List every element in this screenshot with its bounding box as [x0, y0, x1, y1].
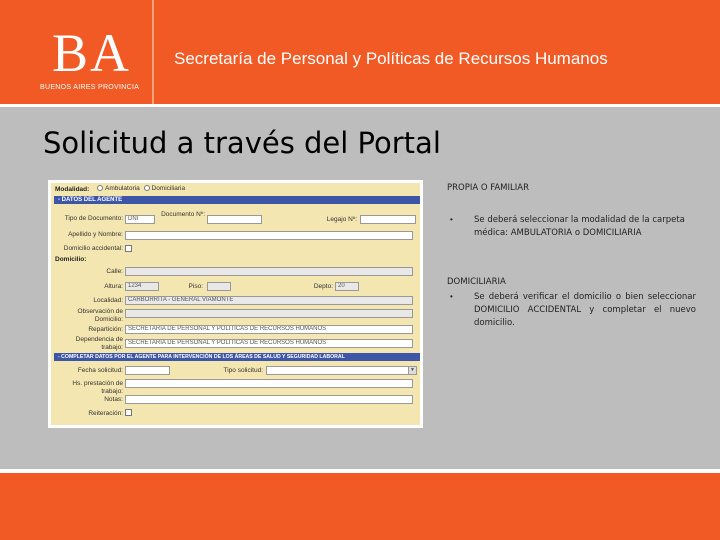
note-heading-propia: PROPIA O FAMILIAR	[447, 183, 529, 193]
reiteracion-checkbox[interactable]	[125, 409, 132, 416]
reiteracion-label: Reiteración:	[88, 410, 123, 417]
fecha-label: Fecha solicitud:	[77, 367, 123, 374]
piso-label: Piso:	[188, 283, 203, 290]
domicilio-acc-checkbox[interactable]	[125, 245, 132, 252]
bullet-dot: •	[450, 292, 453, 301]
altura-label: Altura:	[104, 283, 123, 290]
note-heading-domiciliaria: DOMICILIARIA	[447, 277, 506, 287]
dependencia-label: Dependencia de trabajo:	[75, 336, 123, 351]
altura-field[interactable]: 1234	[125, 282, 159, 291]
fecha-field[interactable]	[125, 366, 170, 375]
logo-subtitle: BUENOS AIRES PROVINCIA	[40, 84, 140, 91]
section-datos-agente[interactable]: - DATOS DEL AGENTE	[54, 196, 420, 204]
tipo-sol-select[interactable]	[266, 366, 417, 375]
apellido-field[interactable]	[125, 231, 413, 240]
section-completar-datos[interactable]: - COMPLETAR DATOS POR EL AGENTE PARA INTERVENCIÓN DE LOS ÁREAS DE SALUD Y SEGURIDAD LABORAL	[54, 353, 420, 361]
doc-nro-field[interactable]	[207, 215, 262, 224]
doc-nro-label: Documento Nº:	[161, 211, 205, 218]
calle-field[interactable]	[125, 267, 413, 276]
piso-field[interactable]	[207, 282, 231, 291]
tipo-doc-label: Tipo de Documento:	[64, 215, 123, 222]
header-separator	[152, 0, 154, 104]
modalidad-label: Modalidad:	[55, 186, 90, 193]
depto-label: Depto:	[313, 283, 333, 290]
radio-domiciliaria[interactable]	[144, 185, 150, 191]
dependencia-field[interactable]: SECRETARIA DE PERSONAL Y POLITICAS DE RECURSOS HUMANOS	[125, 339, 413, 348]
reparticion-label: Repartición:	[88, 326, 123, 333]
hs-label: Hs. prestación de trabajo:	[72, 380, 123, 395]
note-bullet-1: Se deberá seleccionar la modalidad de la carpeta médica: AMBULATORIA o DOMICILIARIA	[474, 215, 685, 238]
slide-title: Solicitud a través del Portal	[43, 126, 441, 160]
tipo-doc-field[interactable]: DNI	[125, 215, 155, 224]
header-banner	[0, 0, 720, 104]
reparticion-field[interactable]: SECRETARIA DE PERSONAL Y POLITICAS DE RECURSOS HUMANOS	[125, 325, 413, 334]
modalidad-options	[95, 185, 185, 193]
hs-field[interactable]	[125, 379, 413, 388]
notas-label: Notas:	[104, 396, 123, 403]
note-bullet-2: Se deberá verificar el domicilio o bien seleccionar DOMICILIO ACCIDENTAL y completar el nuevo domicilio.	[474, 292, 696, 328]
notas-field[interactable]	[125, 395, 413, 404]
domicilio-acc-label: Domicilio accidental:	[63, 245, 123, 252]
legajo-field[interactable]	[360, 215, 416, 224]
footer-banner	[0, 473, 720, 540]
localidad-field[interactable]: CARBORRITA - GENERAL VIAMONTE	[125, 296, 413, 305]
obs-field[interactable]	[125, 309, 413, 318]
chevron-down-icon: ▼	[408, 367, 416, 374]
domicilio-label: Domicilio:	[55, 256, 87, 263]
bullet-dot: •	[450, 215, 453, 224]
ba-logo: BA	[52, 23, 132, 83]
opt-domiciliaria-label: Domiciliaria	[151, 185, 186, 192]
tipo-sol-label: Tipo solicitud:	[223, 367, 263, 374]
depto-field[interactable]: 20	[335, 282, 359, 291]
opt-ambulatoria-label: Ambulatoria	[105, 185, 140, 192]
radio-ambulatoria[interactable]	[97, 185, 103, 191]
localidad-label: Localidad:	[93, 297, 123, 304]
apellido-label: Apellido y Nombre:	[68, 231, 123, 238]
request-form	[48, 180, 423, 428]
legajo-label: Legajo Nº:	[326, 216, 357, 223]
obs-label: Observación de Domicilio:	[77, 308, 123, 323]
header-title: Secretaría de Personal y Políticas de Recursos Humanos	[174, 49, 608, 68]
calle-label: Calle:	[106, 268, 123, 275]
